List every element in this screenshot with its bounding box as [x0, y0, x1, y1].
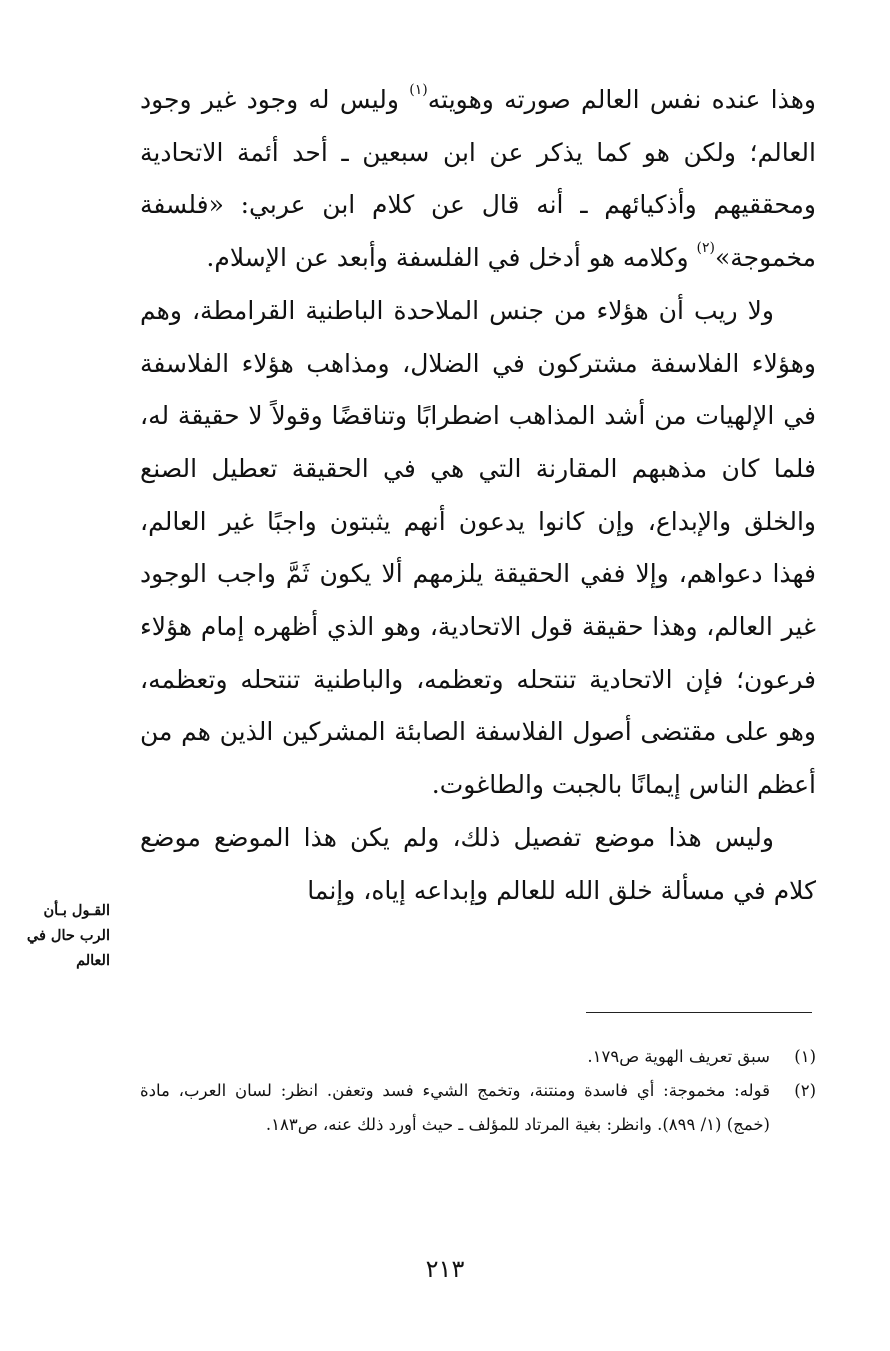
footnote — [140, 1074, 816, 1142]
paragraph-1-part-c: وكلامه هو أدخل في الفلسفة وأبعد عن الإسلام. — [206, 243, 697, 273]
margin-note-line: القـول بـأن — [43, 902, 110, 919]
paragraph-1-part-a: وهذا عنده نفس العالم صورته وهويته — [427, 85, 816, 114]
paragraph-3: وليس هذا موضع تفصيل ذلك، ولم يكن هذا الموضع موضع كلام في مسألة خلق الله للعالم وإبداعه إياه، وإنما — [140, 822, 816, 905]
paragraph-1 — [140, 74, 816, 285]
margin-note-line: الرب حال في — [26, 927, 110, 944]
footnote-number: (٢) — [794, 1081, 816, 1100]
footnote-ref-2: (٢) — [696, 240, 715, 257]
paragraph-2: ولا ريب أن هؤلاء من جنس الملاحدة الباطنية القرامطة، وهم وهؤلاء الفلاسفة مشتركون في الضلال، ومذاهب هؤلاء الفلاسفة في الإلهيات من أشد المذاهب اضطرابًا وتناقضًا وقولاً لا حقيقة له، فلما كان مذهبهم المقارنة التي هي في الحقيقة تعطيل الصنع والخلق والإبداع، وإن كانوا يدعون أنهم يثبتون واجبًا غير العالم، فهذا دعواهم، وإلا ففي الحقيقة يلزمهم ألا يكون ثَمَّ واجب الوجود غير العالم، وهذا حقيقة قول الاتحادية، وهو الذي أظهره إمام هؤلاء فرعون؛ فإن الاتحادية تنتحله وتعظمه، والباطنية تنتحله وتعظمه، وهو على مقتضى أصول الفلاسفة الصابئة المشركين الذين هم من أعظم الناس إيمانًا بالجبت والطاغوت. — [140, 295, 816, 800]
footnotes — [140, 1040, 816, 1142]
footnote — [140, 1040, 816, 1074]
footnote-text: سبق تعريف الهوية ص١٧٩. — [587, 1047, 770, 1066]
main-text — [140, 74, 816, 917]
footnote-text: قوله: مخموجة: أي فاسدة ومنتنة، وتخمج الشيء فسد وتعفن. انظر: لسان العرب، مادة (خمج) (١/ ٨٩٩). وانظر: بغية المرتاد للمؤلف ـ حيث أورد ذلك عنه، ص١٨٣. — [140, 1081, 770, 1134]
footnote-divider — [586, 1012, 812, 1013]
page-number: ٢١٣ — [425, 1255, 465, 1283]
footnote-number: (١) — [794, 1047, 816, 1066]
margin-note-line: العالم — [76, 952, 110, 969]
footnote-ref-1: (١) — [409, 82, 428, 98]
margin-note — [4, 898, 110, 973]
paragraph-1-part-b: وليس له وجود غير وجود العالم؛ ولكن هو كما يذكر عن ابن سبعين ـ أحد أئمة الاتحادية ومحققيهم وأذكيائهم ـ أنه قال عن كلام ابن عربي: «فلسفة مخموجة» — [140, 85, 816, 273]
